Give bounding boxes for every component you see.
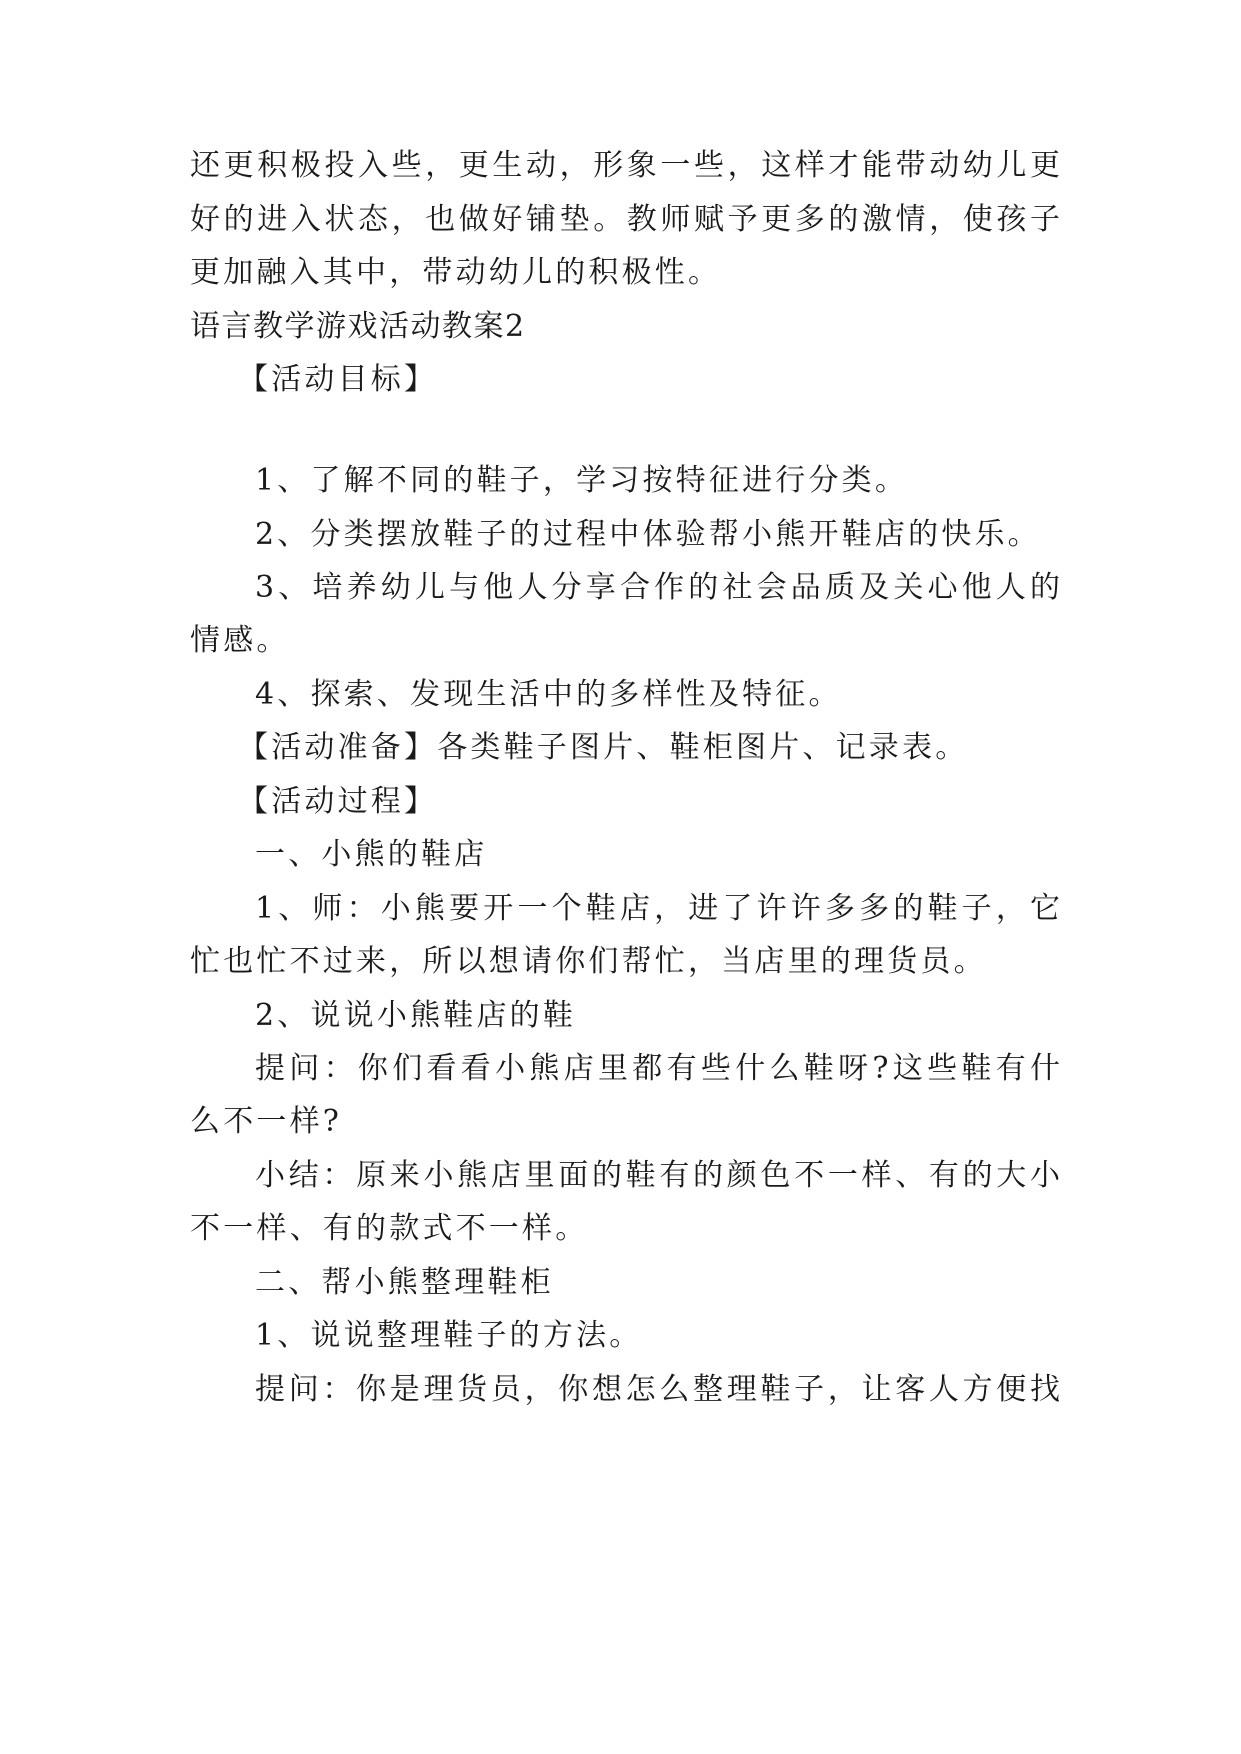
list-item: 1、了解不同的鞋子，学习按特征进行分类。	[255, 463, 909, 498]
list-item-continued: 情感。	[190, 623, 290, 658]
paragraph-line: 好的进入状态，也做好铺垫。教师赋予更多的激情，使孩子	[190, 202, 1060, 237]
paragraph-line: 1、师：小熊要开一个鞋店，进了许许多多的鞋子，它	[255, 891, 1060, 926]
subheading: 2、说说小熊鞋店的鞋	[255, 998, 577, 1033]
paragraph-line: 提问：你们看看小熊店里都有些什么鞋呀?这些鞋有什	[255, 1051, 1060, 1086]
list-item: 4、探索、发现生活中的多样性及特征。	[255, 677, 842, 712]
paragraph-line: 小结：原来小熊店里面的鞋有的颜色不一样、有的大小	[255, 1158, 1060, 1193]
heading-activity-goals: 【活动目标】	[238, 362, 438, 397]
section-title: 语言教学游戏活动教案2	[190, 309, 526, 344]
list-item: 3、培养幼儿与他人分享合作的社会品质及关心他人的	[255, 570, 1060, 605]
paragraph-line: 还更积极投入些，更生动，形象一些，这样才能带动幼儿更	[190, 148, 1060, 183]
paragraph-line: 忙也忙不过来，所以想请你们帮忙，当店里的理货员。	[190, 944, 987, 979]
list-item: 2、分类摆放鞋子的过程中体验帮小熊开鞋店的快乐。	[255, 517, 1041, 552]
paragraph-line: 不一样、有的款式不一样。	[190, 1211, 589, 1246]
subheading: 一、小熊的鞋店	[255, 837, 488, 872]
heading-activity-preparation: 【活动准备】各类鞋子图片、鞋柜图片、记录表。	[238, 730, 969, 765]
heading-activity-process: 【活动过程】	[238, 784, 438, 819]
paragraph-line: 更加融入其中，带动幼儿的积极性。	[190, 255, 722, 290]
paragraph-line: 么不一样?	[190, 1104, 343, 1139]
subheading: 1、说说整理鞋子的方法。	[255, 1318, 643, 1353]
subheading: 二、帮小熊整理鞋柜	[255, 1265, 554, 1300]
paragraph-line: 提问：你是理货员，你想怎么整理鞋子，让客人方便找	[255, 1372, 1060, 1407]
